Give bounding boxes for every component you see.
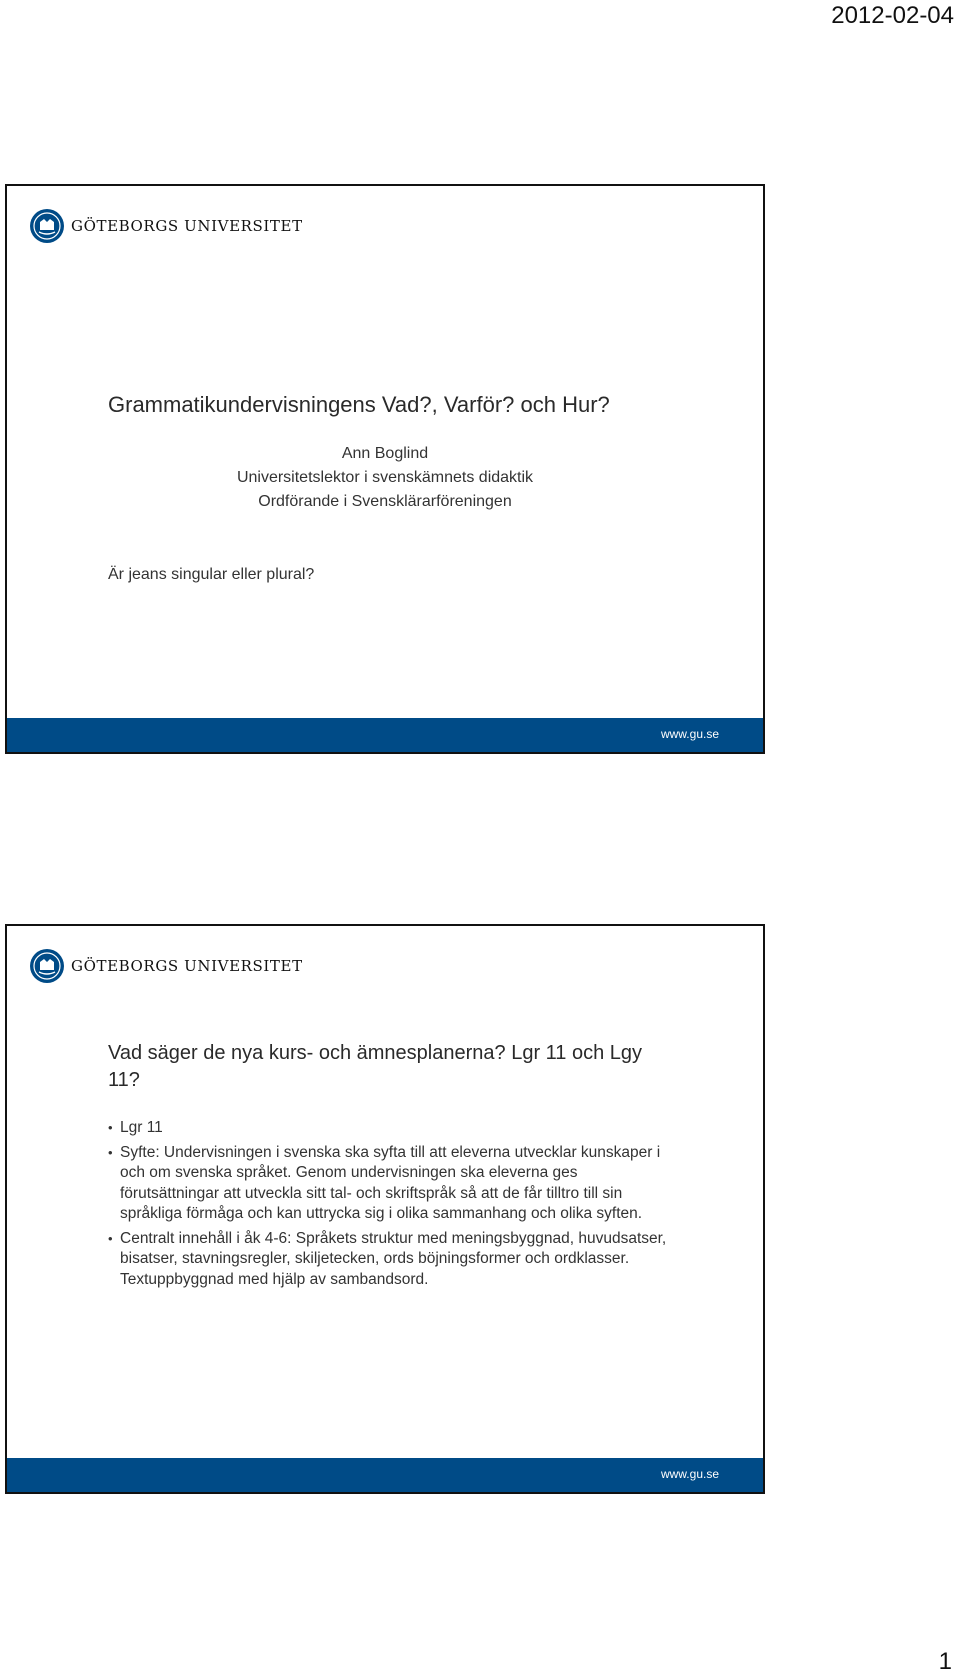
university-logo [29, 206, 303, 246]
footer-url: www.gu.se [660, 1467, 719, 1481]
author-position: Universitetslektor i svenskämnets didaktik [236, 469, 534, 486]
author-role: Ordförande i Svensklärarföreningen [258, 493, 512, 510]
bullet-item: • Syfte: Undervisningen i svenska ska syfta till att eleverna utvecklar kunskaper i och om svenska språket. Genom undervisningen ska eleverna ges förutsättningar att utveckla sitt tal- och skriftspråk så att de får tilltro till sin språkliga förmåga och kan uttrycka sig i olika sammanhang och olika syften. [108, 1143, 668, 1225]
document-date: 2012-02-04 [831, 2, 954, 29]
slide-title: Grammatikundervisningens Vad?, Varför? och Hur? [108, 392, 610, 417]
university-seal-icon [29, 208, 65, 244]
author-block [108, 442, 662, 514]
slide-title: Vad säger de nya kurs- och ämnesplanerna? Lgr 11 och Lgy 11? [108, 1042, 643, 1091]
slide-footer-bar [7, 718, 763, 752]
page-number: 1 [938, 1648, 952, 1675]
bullet-item: • Centralt innehåll i åk 4-6: Språkets struktur med meningsbyggnad, huvudsatser, bisatser, stavningsregler, skiljetecken, ords böjningsformer och ordklasser. Textuppbyggnad med hjälp av sambandsord. [108, 1229, 668, 1291]
university-name: GÖTEBORGS UNIVERSITET [71, 957, 303, 975]
university-seal-icon [29, 948, 65, 984]
slide-footer-bar [7, 1458, 763, 1492]
slide-2 [5, 924, 765, 1494]
bullet-item: • Lgr 11 [108, 1118, 668, 1139]
slide-question: Är jeans singular eller plural? [108, 566, 315, 583]
slide-1 [5, 184, 765, 754]
footer-url: www.gu.se [660, 727, 719, 741]
author-name: Ann Boglind [341, 445, 429, 462]
university-name: GÖTEBORGS UNIVERSITET [71, 217, 303, 235]
bullet-list [108, 1118, 668, 1294]
university-logo [29, 946, 303, 986]
